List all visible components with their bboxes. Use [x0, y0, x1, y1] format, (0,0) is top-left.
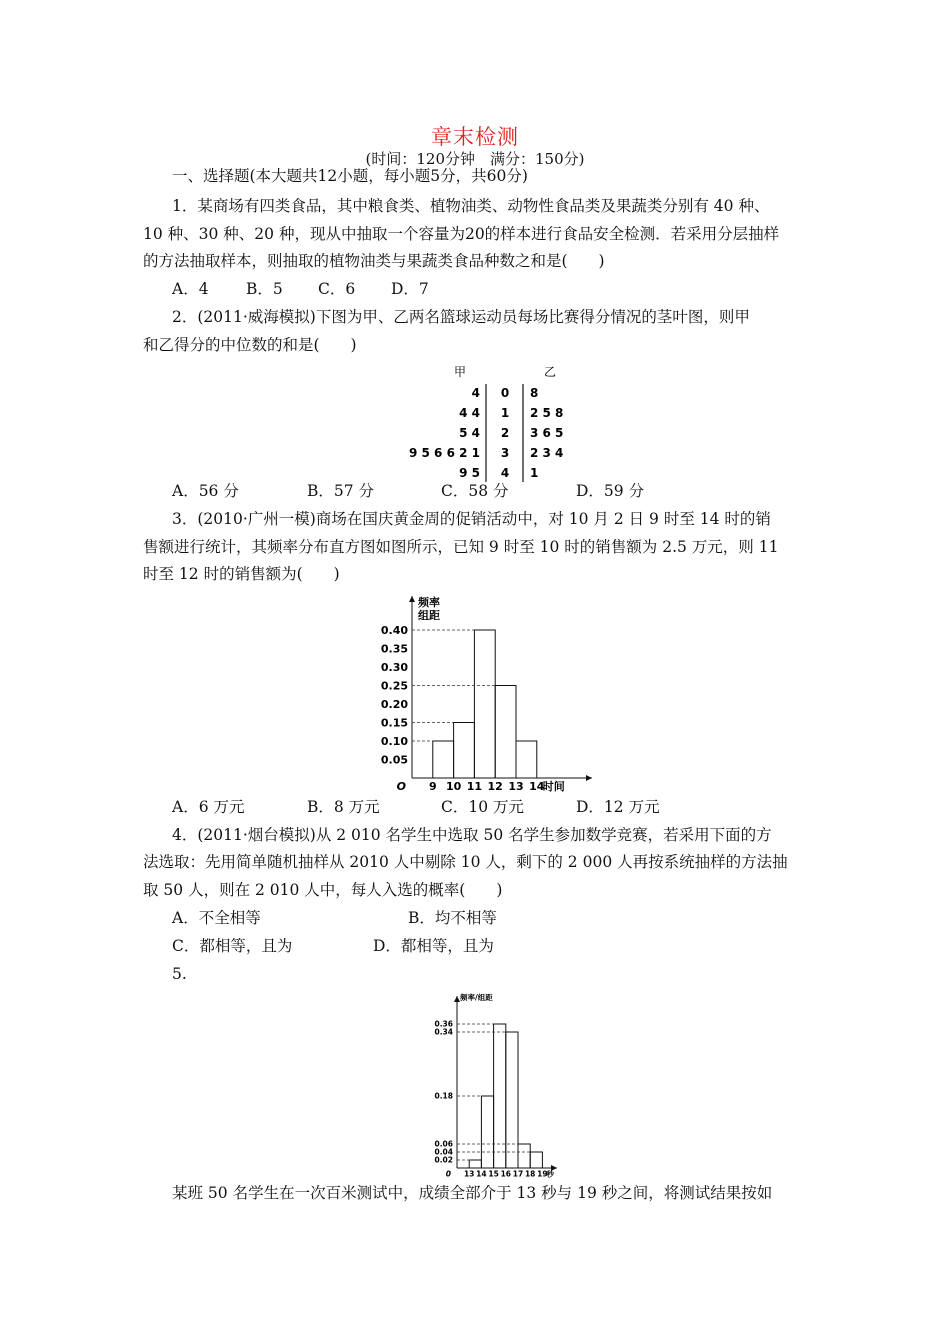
- y-axis-label: 组距: [418, 609, 440, 622]
- q5-number: 5.: [172, 965, 187, 983]
- q3-line-3: 时至 12 时的销售额为( ): [143, 565, 340, 583]
- q2-option-b: B．57 分: [307, 482, 375, 500]
- q4-option-a: A．不全相等: [172, 909, 261, 927]
- section-heading: 一、选择题(本大题共12小题，每小题5分，共60分): [172, 167, 528, 185]
- x-tick-label: 15: [488, 1169, 499, 1179]
- histogram-bar: [474, 630, 495, 778]
- q3-option-d: D．12 万元: [576, 798, 660, 816]
- stem-2: 2: [500, 426, 510, 440]
- q3-line-1: 3．(2010·广州一模)商场在国庆黄金周的促销活动中，对 10 月 2 日 9 时至 14 时的销: [172, 510, 771, 528]
- q2-line-1: 2．(2011·威海模拟)下图为甲、乙两名篮球运动员每场比赛得分情况的茎叶图，则甲: [172, 308, 750, 326]
- x-tick-label: 10: [445, 780, 462, 793]
- stem-right-3: 2 3 4: [530, 446, 564, 460]
- histogram-bar: [494, 1024, 506, 1168]
- q3-option-a: A．6 万元: [172, 798, 245, 816]
- stem-4: 4: [500, 466, 510, 480]
- histogram-bar: [518, 1144, 530, 1168]
- histogram-bar: [469, 1160, 481, 1168]
- stem-leaf-right-label: 乙: [543, 365, 557, 379]
- stem-1: 1: [500, 406, 510, 420]
- histogram-sales: [380, 592, 610, 792]
- histogram-bar: [481, 1096, 493, 1168]
- y-axis-label: 频率: [418, 596, 440, 609]
- histogram-sprint: [425, 992, 565, 1182]
- q1-line-1: 1．某商场有四类食品，其中粮食类、植物油类、动物性食品类及果蔬类分别有 40 种、: [172, 197, 770, 215]
- y-tick-label: 0.36: [434, 1019, 453, 1029]
- y-tick-label: 0.25: [380, 679, 408, 693]
- y-tick-label: 0.02: [434, 1155, 453, 1165]
- q5-line-1: 某班 50 名学生在一次百米测试中，成绩全部介于 13 秒与 19 秒之间，将测试结果按如: [172, 1184, 773, 1202]
- origin-label: 0: [445, 1169, 451, 1179]
- stem-right-4: 1: [530, 466, 539, 480]
- x-tick-label: 9: [428, 780, 437, 793]
- stem-leaf-plot: [409, 362, 570, 482]
- histogram-bar: [506, 1032, 518, 1168]
- x-axis-arrow: [586, 775, 592, 781]
- y-tick-label: 0.35: [380, 642, 408, 656]
- q4-option-c: C．都相等，且为: [172, 937, 293, 955]
- q2-option-d: D．59 分: [576, 482, 645, 500]
- q2-option-a: A．56 分: [172, 482, 239, 500]
- x-tick-label: 17: [512, 1169, 524, 1179]
- stem-0: 0: [500, 386, 510, 400]
- q1-line-2: 10 种、30 种、20 种，现从中抽取一个容量为20的样本进行食品安全检测．若采用分层抽样: [143, 225, 780, 243]
- q4-option-d: D．都相等，且为: [373, 937, 494, 955]
- q4-line-2: 法选取：先用简单随机抽样从 2010 人中剔除 10 人，剩下的 2 000 人再按系统抽样的方法抽: [143, 853, 788, 871]
- q4-option-b: B．均不相等: [408, 909, 497, 927]
- x-axis-label: 秒: [546, 1169, 554, 1179]
- q4-line-1: 4．(2011·烟台模拟)从 2 010 名学生中选取 50 名学生参加数学竞赛，若采用下面的方: [172, 826, 772, 844]
- x-tick-label: 14: [529, 780, 545, 793]
- q3-option-b: B．8 万元: [307, 798, 380, 816]
- q4-line-3: 取 50 人，则在 2 010 人中，每人入选的概率( ): [143, 881, 503, 899]
- stem-left-4: 9 5: [459, 466, 480, 480]
- q2-line-2: 和乙得分的中位数的和是( ): [143, 336, 357, 354]
- x-tick-label: 13: [463, 1169, 475, 1179]
- stem-right-2: 3 6 5: [530, 426, 564, 440]
- stem-left-2: 5 4: [459, 426, 480, 440]
- stem-left-0: 4: [471, 386, 480, 400]
- stem-left-3: 9 5 6 6 2 1: [409, 446, 480, 460]
- y-tick-label: 0.10: [380, 734, 408, 748]
- stem-right-0: 8: [530, 386, 539, 400]
- q1-line-3: 的方法抽取样本，则抽取的植物油类与果蔬类食品种数之和是( ): [143, 252, 605, 270]
- x-tick-label: 16: [500, 1169, 512, 1179]
- y-tick-label: 0.30: [380, 660, 408, 674]
- stem-right-1: 2 5 8: [530, 406, 564, 420]
- y-axis-label: 频率/组距: [460, 993, 493, 1002]
- origin-label: O: [396, 780, 406, 793]
- q1-option-a: A．4: [172, 280, 209, 298]
- y-tick-label: 0.40: [380, 623, 408, 637]
- x-axis-label: 时间: [542, 780, 565, 793]
- x-tick-label: 18: [524, 1169, 536, 1179]
- y-tick-label: 0.15: [380, 716, 408, 730]
- histogram-bar: [495, 686, 516, 779]
- stem-leaf-left-label: 甲: [453, 365, 467, 379]
- y-tick-label: 0.04: [434, 1147, 453, 1157]
- page-subtitle: (时间：120分钟 满分：150分): [365, 150, 585, 168]
- histogram-bar: [530, 1152, 542, 1168]
- x-tick-label: 19: [537, 1169, 548, 1179]
- histogram-bar: [454, 723, 475, 779]
- q3-line-2: 售额进行统计，其频率分布直方图如图所示，已知 9 时至 10 时的销售额为 2.5 万元，则 11: [143, 538, 779, 556]
- x-tick-label: 13: [508, 780, 524, 793]
- stem-left-1: 4 4: [459, 406, 480, 420]
- y-tick-label: 0.06: [434, 1139, 453, 1149]
- q3-option-c: C．10 万元: [441, 798, 525, 816]
- y-tick-label: 0.20: [380, 697, 408, 711]
- q1-option-d: D．7: [391, 280, 429, 298]
- q2-option-c: C．58 分: [441, 482, 509, 500]
- x-tick-label: 14: [476, 1169, 487, 1179]
- y-tick-label: 0.05: [380, 753, 408, 767]
- page-title: 章末检测: [431, 125, 519, 149]
- x-tick-label: 11: [466, 780, 483, 793]
- histogram-bar: [516, 741, 537, 778]
- y-axis-arrow: [409, 596, 415, 602]
- stem-3: 3: [500, 446, 510, 460]
- histogram-bar: [433, 741, 454, 778]
- x-tick-label: 12: [487, 780, 503, 793]
- y-tick-label: 0.34: [434, 1027, 453, 1037]
- y-tick-label: 0.18: [434, 1091, 453, 1101]
- q1-option-b: B．5: [246, 280, 283, 298]
- q1-option-c: C．6: [318, 280, 356, 298]
